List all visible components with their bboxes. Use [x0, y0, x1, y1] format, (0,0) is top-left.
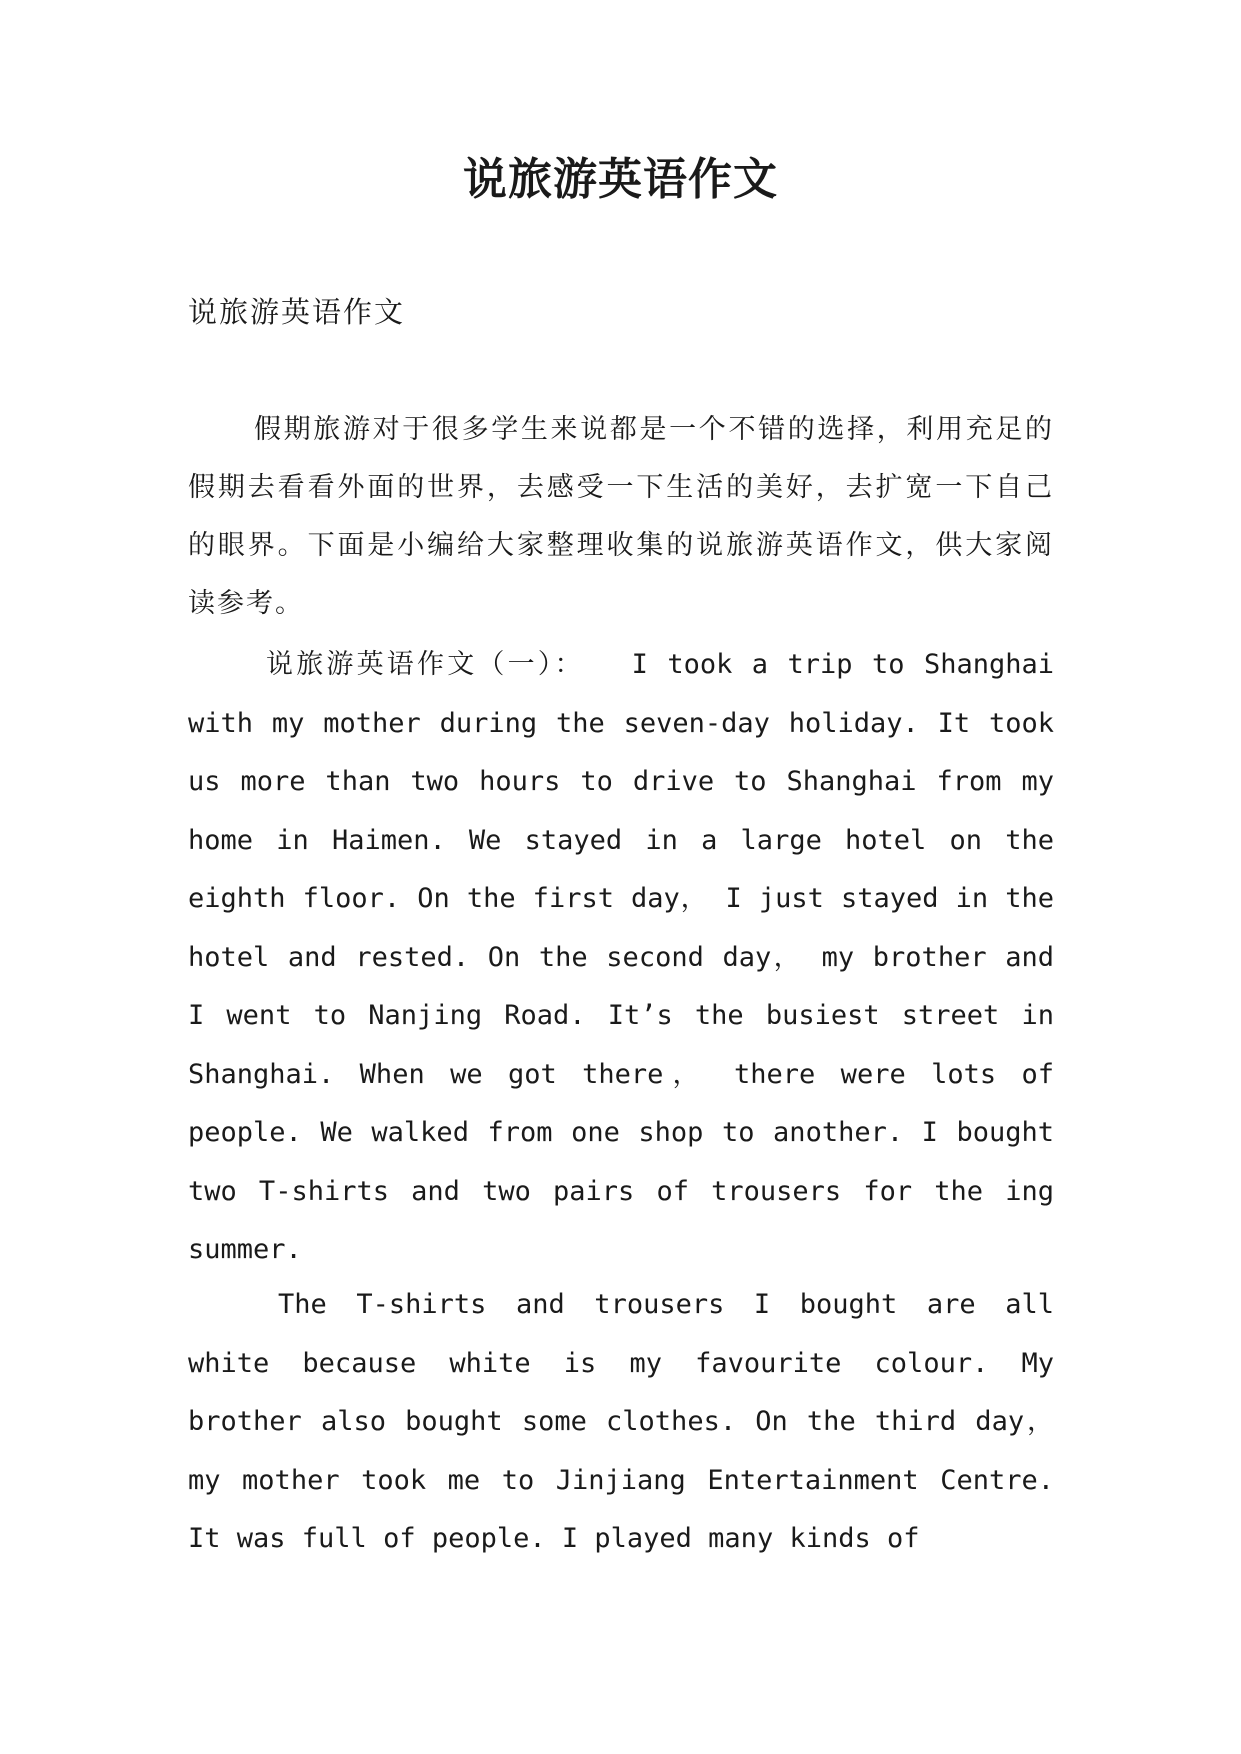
document-subtitle: 说旅游英语作文 — [188, 295, 406, 329]
essay-paragraph-1: 说旅游英语作文（一）： I took a trip to Shanghai with my mother during the seven-day holiday. It took us more than two hours to drive to Shanghai from my home in Haimen. We stayed in a large hotel on the eighth floor. On the first day， I just stayed in the hotel and rested. On the second day， my brother and I went to Nanjing Road. It’s the busiest street in Shanghai. When we got there， there were lots of people. We walked from one shop to another. I bought two T-shirts and two pairs of trousers for the ing summer. — [188, 649, 1054, 1265]
essay-paragraph-2: The T-shirts and trousers I bought are all white because white is my favourite colour. My brother also bought some clothes. On the third day， my mother took me to Jinjiang Entertainment Centre. It was full of people. I played many kinds of — [188, 1289, 1054, 1554]
intro-paragraph: 假期旅游对于很多学生来说都是一个不错的选择，利用充足的假期去看看外面的世界，去感受一下生活的美好，去扩宽一下自己的眼界。下面是小编给大家整理收集的说旅游英语作文，供大家阅读参考。 — [188, 414, 1054, 619]
document-title: 说旅游英语作文 — [463, 154, 778, 205]
